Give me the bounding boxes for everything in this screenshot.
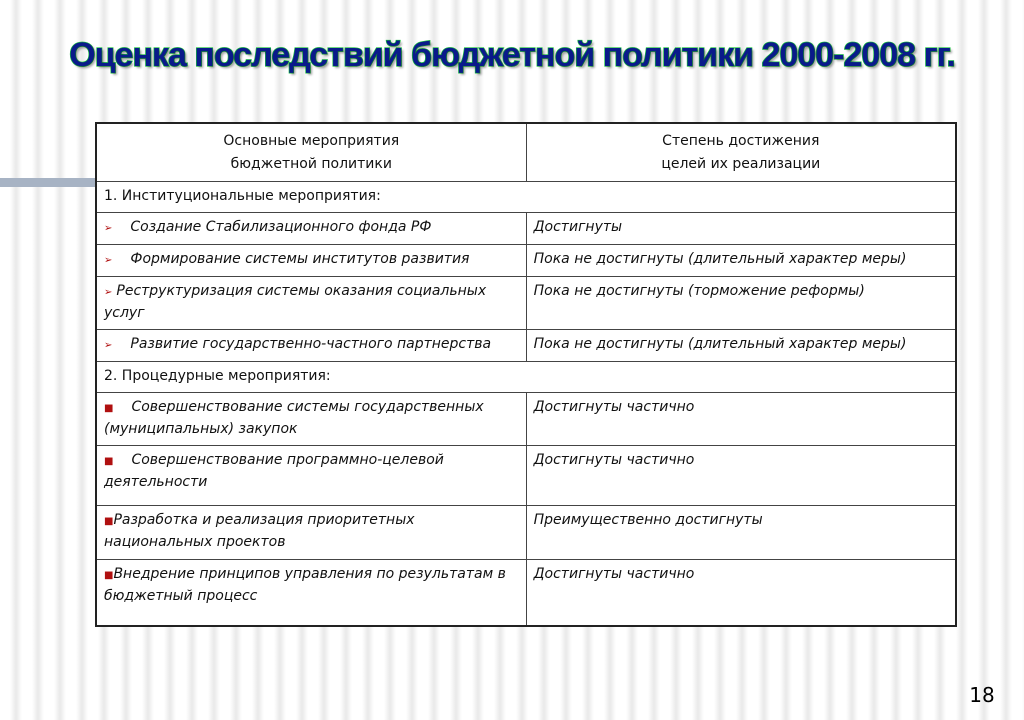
measure-cell — [96, 245, 526, 277]
arrow-bullet-icon: ➢ — [104, 255, 113, 266]
status-cell: Достигнуты — [526, 213, 956, 245]
page-number: 18 — [969, 683, 995, 707]
section-label: 1. Институциональные мероприятия: — [96, 182, 956, 213]
measure-cell — [96, 277, 526, 330]
section-label: 2. Процедурные мероприятия: — [96, 362, 956, 393]
header-text: Основные мероприятия — [223, 133, 400, 149]
measure-text: Создание Стабилизационного фонда РФ — [130, 219, 432, 235]
arrow-bullet-icon: ➢ — [104, 223, 113, 234]
slide-title: Оценка последствий бюджетной политики 2000-2008 гг. — [69, 36, 955, 74]
status-cell: Пока не достигнуты (длительный характер меры) — [526, 245, 956, 277]
status-cell: Пока не достигнуты (торможение реформы) — [526, 277, 956, 330]
arrow-bullet-icon: ➢ — [104, 287, 113, 298]
table-row — [96, 277, 956, 330]
header-cell-achievement — [526, 123, 956, 182]
measure-text: Совершенствование программно-целевой деятельности — [104, 452, 444, 490]
arrow-bullet-icon: ➢ — [104, 340, 113, 351]
measure-text: Совершенствование системы государственных (муниципальных) закупок — [104, 399, 484, 437]
header-cell-measures — [96, 123, 526, 182]
header-text: бюджетной политики — [230, 156, 392, 172]
table-row — [96, 446, 956, 506]
status-cell: Пока не достигнуты (длительный характер меры) — [526, 330, 956, 362]
measure-cell — [96, 446, 526, 506]
section-row — [96, 182, 956, 213]
square-bullet-icon: ■ — [104, 516, 114, 527]
budget-policy-table — [95, 122, 957, 627]
decorative-bar — [0, 178, 96, 187]
status-cell: Достигнуты частично — [526, 393, 956, 446]
table-header-row — [96, 123, 956, 182]
section-row — [96, 362, 956, 393]
measure-text: Реструктуризация системы оказания социальных услуг — [104, 283, 487, 321]
table-row — [96, 245, 956, 277]
measure-cell — [96, 560, 526, 627]
status-cell: Достигнуты частично — [526, 446, 956, 506]
measure-text: Разработка и реализация приоритетных национальных проектов — [104, 512, 415, 550]
measure-cell — [96, 506, 526, 560]
table-row — [96, 506, 956, 560]
square-bullet-icon: ■ — [104, 456, 114, 467]
table-row — [96, 393, 956, 446]
square-bullet-icon: ■ — [104, 403, 114, 414]
square-bullet-icon: ■ — [104, 570, 114, 581]
table-row — [96, 213, 956, 245]
measure-cell — [96, 330, 526, 362]
table-row — [96, 330, 956, 362]
measure-text: Формирование системы институтов развития — [130, 251, 470, 267]
measure-cell — [96, 213, 526, 245]
status-cell: Достигнуты частично — [526, 560, 956, 627]
measure-text: Внедрение принципов управления по результатам в бюджетный процесс — [104, 566, 506, 604]
table-row — [96, 560, 956, 627]
measure-text: Развитие государственно-частного партнерства — [130, 336, 492, 352]
status-cell: Преимущественно достигнуты — [526, 506, 956, 560]
header-text: Степень достижения — [662, 133, 820, 149]
measure-cell — [96, 393, 526, 446]
header-text: целей их реализации — [661, 156, 821, 172]
